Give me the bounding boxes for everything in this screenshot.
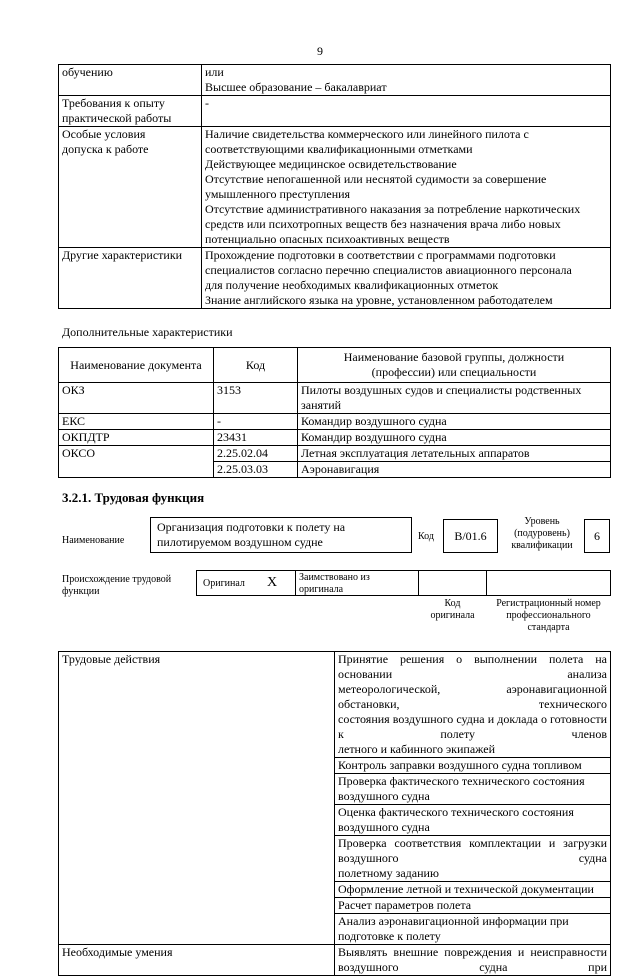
action-item: Оформление летной и технической документации	[335, 882, 611, 898]
table-row	[59, 248, 611, 309]
original-mark: X	[267, 575, 278, 590]
action-item: Проверка фактического технического состояния воздушного судна	[335, 774, 611, 805]
code-caption: Код оригинала	[430, 598, 475, 621]
row-label: Другие характеристики	[59, 248, 202, 309]
cell-name: Аэронавигация	[298, 462, 611, 478]
function-name-box: Организация подготовки к полету на пилотируемом воздушном судне	[150, 517, 412, 553]
original-label: Оригинал	[203, 578, 245, 589]
cell-doc: ОКСО	[59, 446, 214, 478]
origin-label: Происхождение трудовой функции	[62, 574, 172, 597]
page-number: 9	[317, 44, 323, 58]
skill-item: Выявлять внешние повреждения и неисправности воздушного судна при	[335, 945, 611, 976]
table-row	[59, 945, 611, 976]
origin-code-cell	[418, 570, 487, 596]
extra-characteristics-title: Дополнительные характеристики	[62, 325, 233, 339]
level-value-box: 6	[584, 519, 610, 553]
origin-borrowed-cell: Заимствовано из оригинала	[295, 570, 419, 596]
cell-code: 23431	[214, 430, 298, 446]
action-item: Проверка соответствия комплектации и загрузки воздушного судна полетному заданию	[335, 836, 611, 882]
cell-code: -	[214, 414, 298, 430]
action-item: Принятие решения о выполнении полета на основании анализа метеорологической, аэронавигационной обстановки, технического состояния воздушного судна и доклада о готовности к полету членов летного и кабинного экипажей	[335, 652, 611, 758]
section-title: 3.2.1. Трудовая функция	[62, 490, 205, 505]
table-row	[59, 414, 611, 430]
table-row	[59, 383, 611, 414]
origin-original-cell	[196, 570, 296, 596]
action-item: Анализ аэронавигационной информации при подготовке к полету	[335, 914, 611, 945]
additional-characteristics-table	[58, 347, 611, 478]
action-item: Контроль заправки воздушного судна топливом	[335, 758, 611, 774]
labor-actions-table	[58, 651, 611, 976]
row-label: Требования к опыту практической работы	[59, 96, 202, 127]
qualification-table	[58, 64, 611, 309]
level-label: Уровень (подуровень) квалификации	[511, 516, 573, 551]
table-row	[59, 127, 611, 248]
header-name: Наименование базовой группы, должности (профессии) или специальности	[298, 348, 611, 383]
cell-doc: ОКПДТР	[59, 430, 214, 446]
action-item: Расчет параметров полета	[335, 898, 611, 914]
table-header-row	[59, 348, 611, 383]
group-label-actions: Трудовые действия	[59, 652, 335, 945]
code-label: Код	[418, 531, 434, 542]
table-row	[59, 96, 611, 127]
header-code: Код	[214, 348, 298, 383]
cell-code: 3153	[214, 383, 298, 414]
origin-reg-cell	[486, 570, 611, 596]
cell-name: Командир воздушного судна	[298, 430, 611, 446]
table-row	[59, 446, 611, 462]
row-label: Особые условия допуска к работе	[59, 127, 202, 248]
name-label: Наименование	[62, 535, 125, 546]
code-value-box: B/01.6	[443, 519, 498, 553]
cell-name: Летная эксплуатация летательных аппаратов	[298, 446, 611, 462]
reg-caption: Регистрационный номер профессионального стандарта	[496, 598, 601, 633]
cell-name: Пилоты воздушных судов и специалисты родственных занятий	[298, 383, 611, 414]
table-row	[59, 65, 611, 96]
row-value: Наличие свидетельства коммерческого или линейного пилота с соответствующими квалификационными отметками Действующее медицинское освидетельствование Отсутствие непогашенной или неснятой судимости за совершение умышленного преступления Отсутствие административного наказания за потребление наркотических средств или психотропных веществ без назначения врача либо новых потенциально опасных психоактивных веществ	[202, 127, 611, 248]
row-label: обучению	[59, 65, 202, 96]
row-value: -	[202, 96, 611, 127]
row-value: Прохождение подготовки в соответствии с программами подготовки специалистов согласно перечню специалистов авиационного персонала для получение необходимых квалификационных отметок Знание английского языка на уровне, установленном работодателем	[202, 248, 611, 309]
table-row	[59, 430, 611, 446]
header-document: Наименование документа	[59, 348, 214, 383]
row-value: или Высшее образование – бакалавриат	[202, 65, 611, 96]
group-label-skills: Необходимые умения	[59, 945, 335, 976]
cell-name: Командир воздушного судна	[298, 414, 611, 430]
cell-code: 2.25.02.04	[214, 446, 298, 462]
cell-code: 2.25.03.03	[214, 462, 298, 478]
cell-doc: ОКЗ	[59, 383, 214, 414]
action-item: Оценка фактического технического состояния воздушного судна	[335, 805, 611, 836]
cell-doc: ЕКС	[59, 414, 214, 430]
table-row	[59, 652, 611, 758]
